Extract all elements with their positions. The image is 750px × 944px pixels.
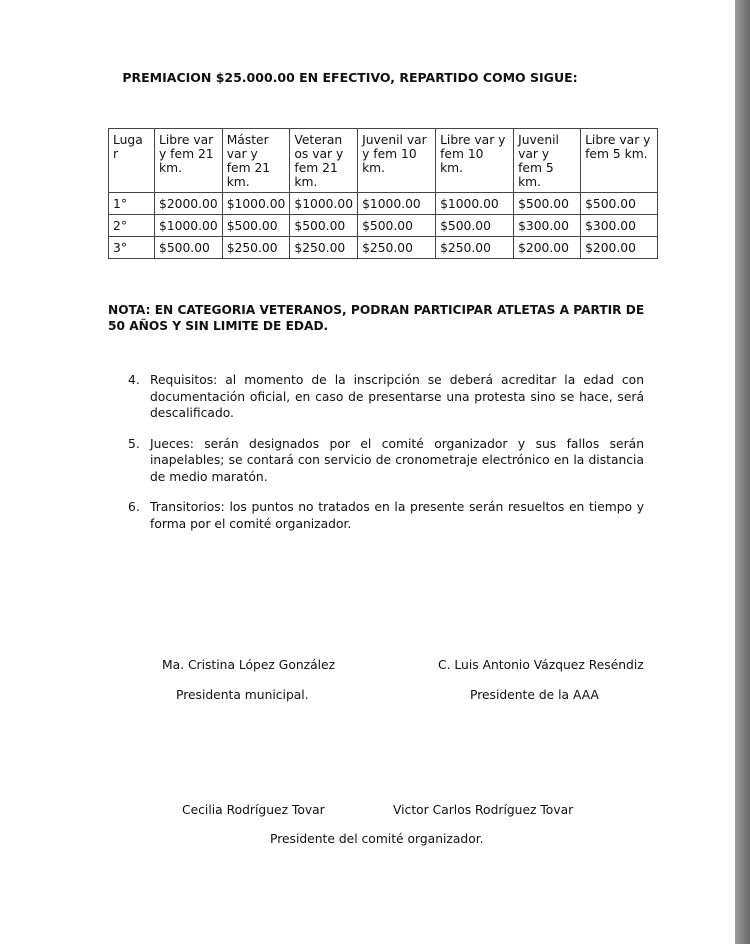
item-text: Jueces: serán designados por el comité organizador y sus fallos serán inapelables; se contará con servicio de cronometraje electrónico en la distancia de medio maratón. [150, 436, 644, 484]
item-number: 5. [128, 436, 140, 451]
table-cell: $1000.00 [436, 193, 514, 215]
table-row [109, 193, 658, 215]
table-cell: $1000.00 [358, 193, 436, 215]
table-cell: $500.00 [222, 215, 290, 237]
signature-role-committee: Presidente del comité organizador. [270, 832, 484, 846]
header-cell-libre-10: Libre var y fem 10 km. [436, 129, 514, 193]
signature-role-presidenta: Presidenta municipal. [176, 688, 309, 702]
header-cell-veteranos-21: Veteran os var y fem 21 km. [290, 129, 358, 193]
table-cell: $1000.00 [155, 215, 223, 237]
table-cell: 1° [109, 193, 155, 215]
table-cell: $250.00 [290, 237, 358, 259]
table-cell: $250.00 [222, 237, 290, 259]
table-cell: $1000.00 [222, 193, 290, 215]
page-edge-shadow [735, 0, 750, 944]
item-text: Requisitos: al momento de la inscripción se deberá acreditar la edad con documentación oficial, en caso de presentarse una protesta sino se hace, será descalificado. [150, 373, 644, 420]
table-row [109, 215, 658, 237]
item-number: 4. [128, 373, 140, 387]
item-number: 6. [128, 500, 140, 514]
table-cell: $200.00 [514, 237, 581, 259]
table-cell: 3° [109, 237, 155, 259]
signature-role-aaa: Presidente de la AAA [470, 688, 599, 702]
header-cell-master-21: Máster var y fem 21 km. [222, 129, 290, 193]
list-item [128, 436, 644, 486]
header-cell-libre-21: Libre var y fem 21 km. [155, 129, 223, 193]
header-cell-libre-5: Libre var y fem 5 km. [581, 129, 658, 193]
signature-name-presidenta: Ma. Cristina López González [162, 658, 336, 672]
table-cell: $250.00 [358, 237, 436, 259]
table-cell: $200.00 [581, 237, 658, 259]
table-cell: 2° [109, 215, 155, 237]
item-text: Transitorios: los puntos no tratados en la presente serán resueltos en tiempo y forma por el comité organizador. [150, 500, 644, 531]
header-cell-juvenil-5: Juvenil var y fem 5 km. [514, 129, 581, 193]
prize-title: PREMIACION $25.000.00 EN EFECTIVO, REPARTIDO COMO SIGUE: [122, 70, 578, 85]
table-cell: $2000.00 [155, 193, 223, 215]
signature-name-aaa: C. Luis Antonio Vázquez Reséndiz [438, 658, 644, 672]
table-cell: $1000.00 [290, 193, 358, 215]
signature-name-cecilia: Cecilia Rodríguez Tovar [182, 803, 325, 817]
header-cell-place: Luga r [109, 129, 155, 193]
table-cell: $500.00 [358, 215, 436, 237]
table-cell: $500.00 [155, 237, 223, 259]
header-cell-juvenil-10: Juvenil var y fem 10 km. [358, 129, 436, 193]
table-cell: $300.00 [514, 215, 581, 237]
table-header-row [109, 129, 658, 193]
numbered-items-list [128, 372, 644, 546]
table-cell: $500.00 [581, 193, 658, 215]
table-cell: $500.00 [514, 193, 581, 215]
signature-name-victor: Victor Carlos Rodríguez Tovar [393, 803, 574, 817]
table-cell: $250.00 [436, 237, 514, 259]
table-row [109, 237, 658, 259]
prize-table [108, 128, 658, 259]
table-cell: $300.00 [581, 215, 658, 237]
table-cell: $500.00 [436, 215, 514, 237]
table-cell: $500.00 [290, 215, 358, 237]
veterans-note: NOTA: EN CATEGORIA VETERANOS, PODRAN PARTICIPAR ATLETAS A PARTIR DE 50 AÑOS Y SIN LIMITE DE EDAD. [108, 303, 645, 333]
list-item [128, 372, 644, 422]
list-item [128, 499, 644, 532]
